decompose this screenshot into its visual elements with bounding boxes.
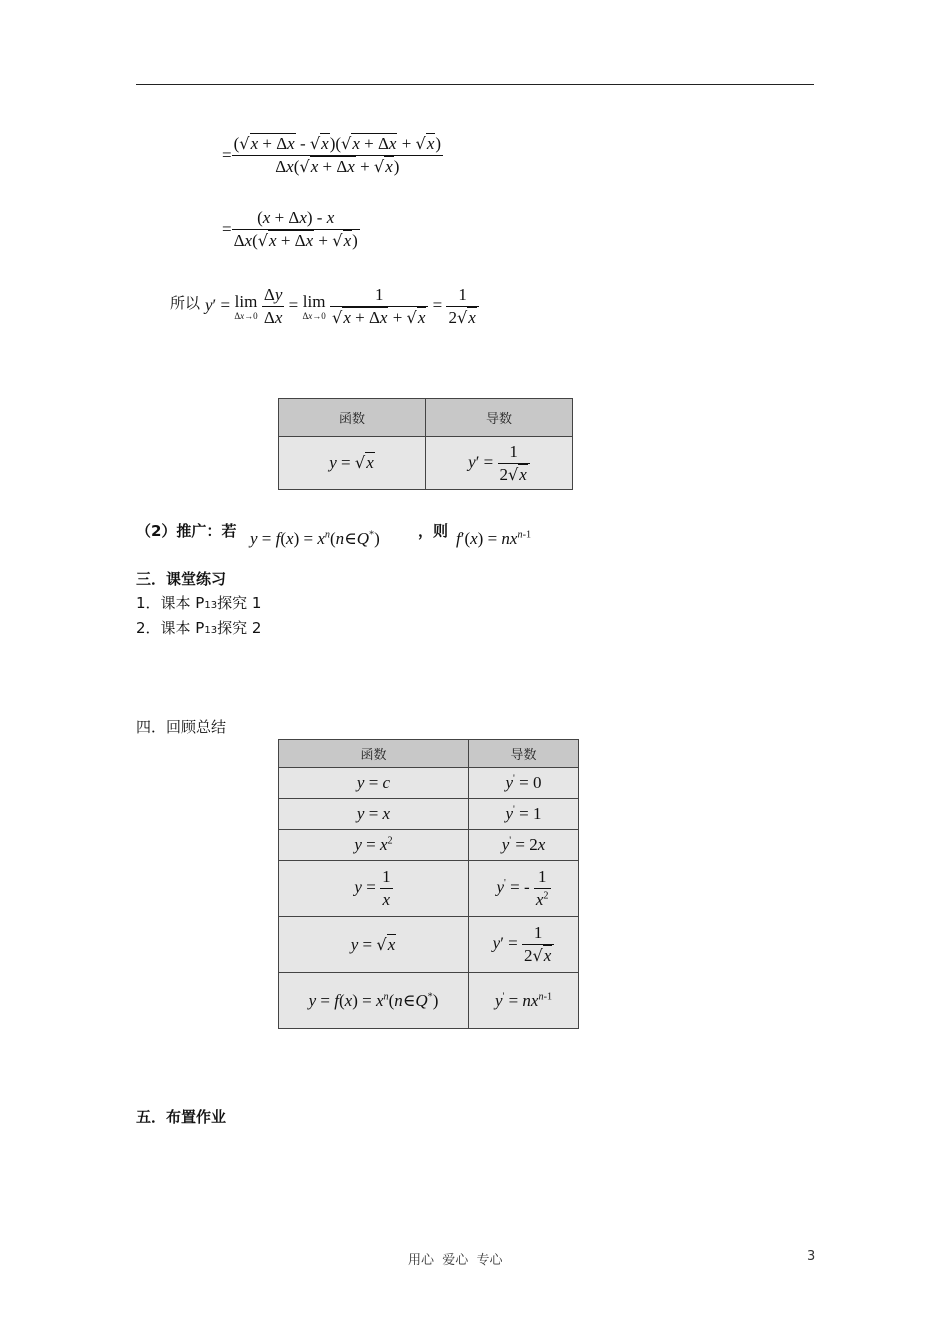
- generalization-result: $f'(x) = nx^{n-1}$: [456, 529, 532, 548]
- table-sqrt-derivative: [278, 398, 573, 490]
- table2-row1-function: y = c: [279, 768, 469, 799]
- table2-row2-function: y = x: [279, 799, 469, 830]
- section-5-heading: 五．布置作业: [136, 1108, 227, 1126]
- derivative-limit-equation: y′ = lim Δx→0 $\frac{\Delta y}{\Delta x}$ = lim Δx→0 $\frac{1}{√x + \Delta x + √x}$ = $\frac{1}{2√x}$: [205, 285, 479, 328]
- exercise-2: [136, 617, 261, 638]
- table-summary-derivatives: [278, 739, 579, 1029]
- table2-row4-function: y = $\frac{1}{x}$: [279, 861, 469, 917]
- generalization-label: （2）推广：若: [136, 522, 237, 540]
- page-number: 3: [807, 1249, 816, 1264]
- exercise-2-suffix: 探究 2: [217, 619, 262, 637]
- table2-row2-derivative: y' = 1: [469, 799, 579, 830]
- table1-header-function: 函数: [279, 399, 426, 437]
- exercise-1-prefix: 1．课本 P: [136, 594, 205, 612]
- exercise-1-subscript: 13: [204, 600, 218, 611]
- table2-row3-derivative: y' = 2x: [469, 830, 579, 861]
- exercise-1: [136, 592, 261, 613]
- table1-cell-derivative: y′ = $\frac{1}{2√x}$: [426, 437, 573, 490]
- equation-step-2: = $\frac{(x + \Delta x) - x}{\Delta x(√x + \Delta x + √x)}$: [222, 208, 358, 250]
- exercise-2-subscript: 13: [204, 625, 218, 636]
- table2-row5-derivative: y′ = $\frac{1}{2√x}$: [469, 917, 579, 973]
- ze-label: ，则: [418, 522, 449, 540]
- table2-row4-derivative: y' = - $\frac{1}{x^2}$: [469, 861, 579, 917]
- suoyi-label: 所以: [170, 294, 201, 312]
- table2-header-function: 函数: [279, 740, 469, 768]
- table2-row3-function: $y = x^2$: [279, 830, 469, 861]
- table2-row6-derivative: $y' = nx^{n-1}$: [469, 973, 579, 1029]
- table2-header-derivative: 导数: [469, 740, 579, 768]
- section-4-heading: 四．回顾总结: [136, 718, 227, 736]
- exercise-1-suffix: 探究 1: [217, 594, 262, 612]
- table2-row5-function: y = √x: [279, 917, 469, 973]
- exercise-2-prefix: 2．课本 P: [136, 619, 205, 637]
- equation-step-1: = $\frac{(√x + \Delta x - √x)(√x + \Delta x + √x)}{\Delta x(√x + \Delta x + √x)}$: [222, 134, 442, 176]
- table1-cell-function: y = √x: [279, 437, 426, 490]
- header-rule: [136, 84, 814, 85]
- section-3-heading: 三．课堂练习: [136, 570, 227, 588]
- generalization-condition: $y = f(x) = x^n(n\in Q^*)$: [250, 529, 380, 548]
- table2-row6-function: $y = f(x) = x^n(n\in Q^*)$: [279, 973, 469, 1029]
- table1-header-derivative: 导数: [426, 399, 573, 437]
- table2-row1-derivative: y' = 0: [469, 768, 579, 799]
- footer-motto: 用心 爱心 专心: [408, 1253, 503, 1268]
